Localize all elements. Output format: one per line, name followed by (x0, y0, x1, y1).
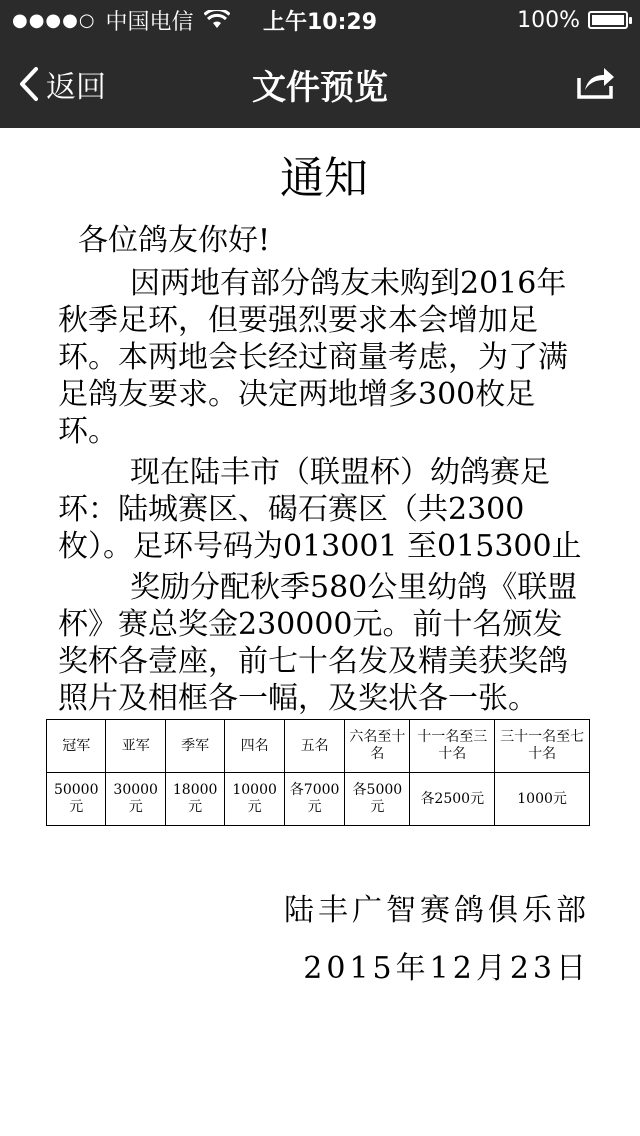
page-title: 文件预览 (252, 67, 388, 108)
paragraph-2: 现在陆丰市（联盟杯）幼鸽赛足环：陆城赛区、碣石赛区（共2300枚）。足环号码为013001 至015300止 (58, 455, 582, 564)
value-cell: 各5000元 (345, 773, 410, 826)
table-header-row (47, 720, 590, 773)
header-cell: 五名 (284, 720, 344, 773)
chevron-left-icon (18, 66, 40, 102)
signature: 陆丰广智赛鸽俱乐部 (284, 893, 590, 928)
paragraph-1: 因两地有部分鸽友未购到2016年秋季足环，但要强烈要求本会增加足环。本两地会长经过商量考虑，为了满足鸽友要求。决定两地增多300枚足环。 (58, 266, 568, 449)
header-cell: 季军 (165, 720, 224, 773)
header-cell: 亚军 (106, 720, 165, 773)
value-cell: 各2500元 (410, 773, 495, 826)
signal-icon: ●●●●○ (12, 9, 96, 31)
nav-bar (0, 40, 640, 128)
header-cell: 十一名至三十名 (410, 720, 495, 773)
paragraph-3: 奖励分配秋季580公里幼鸽《联盟杯》赛总奖金230000元。前十名颁发奖杯各壹座，前七十名发及精美获奖鸽照片及相框各一幅，及奖状各一张。 (58, 570, 578, 716)
prize-table (46, 719, 590, 826)
battery-percent: 100% (517, 7, 580, 33)
status-time: 上午10:29 (262, 9, 378, 35)
value-cell: 50000元 (47, 773, 106, 826)
header-cell: 四名 (225, 720, 284, 773)
share-icon (576, 64, 616, 100)
back-label: 返回 (46, 70, 106, 105)
carrier-label: 中国电信 (105, 9, 194, 35)
value-cell: 10000元 (225, 773, 284, 826)
battery-fill (592, 15, 624, 25)
signature-block (58, 882, 590, 998)
back-button[interactable] (0, 62, 106, 106)
greeting: 各位鸽友你好! (78, 223, 271, 258)
document-date: 2015年12月23日 (303, 951, 590, 986)
value-cell: 18000元 (165, 773, 224, 826)
header-cell: 六名至十名 (345, 720, 410, 773)
value-cell: 30000元 (106, 773, 165, 826)
header-cell: 冠军 (47, 720, 106, 773)
status-bar (0, 0, 640, 40)
table-row (47, 773, 590, 826)
header-cell: 三十一名至七十名 (495, 720, 590, 773)
value-cell: 各7000元 (284, 773, 344, 826)
document-title: 通知 (280, 153, 368, 204)
share-button[interactable] (576, 64, 640, 104)
document-body (0, 142, 640, 998)
battery-icon (588, 11, 628, 29)
value-cell: 1000元 (495, 773, 590, 826)
